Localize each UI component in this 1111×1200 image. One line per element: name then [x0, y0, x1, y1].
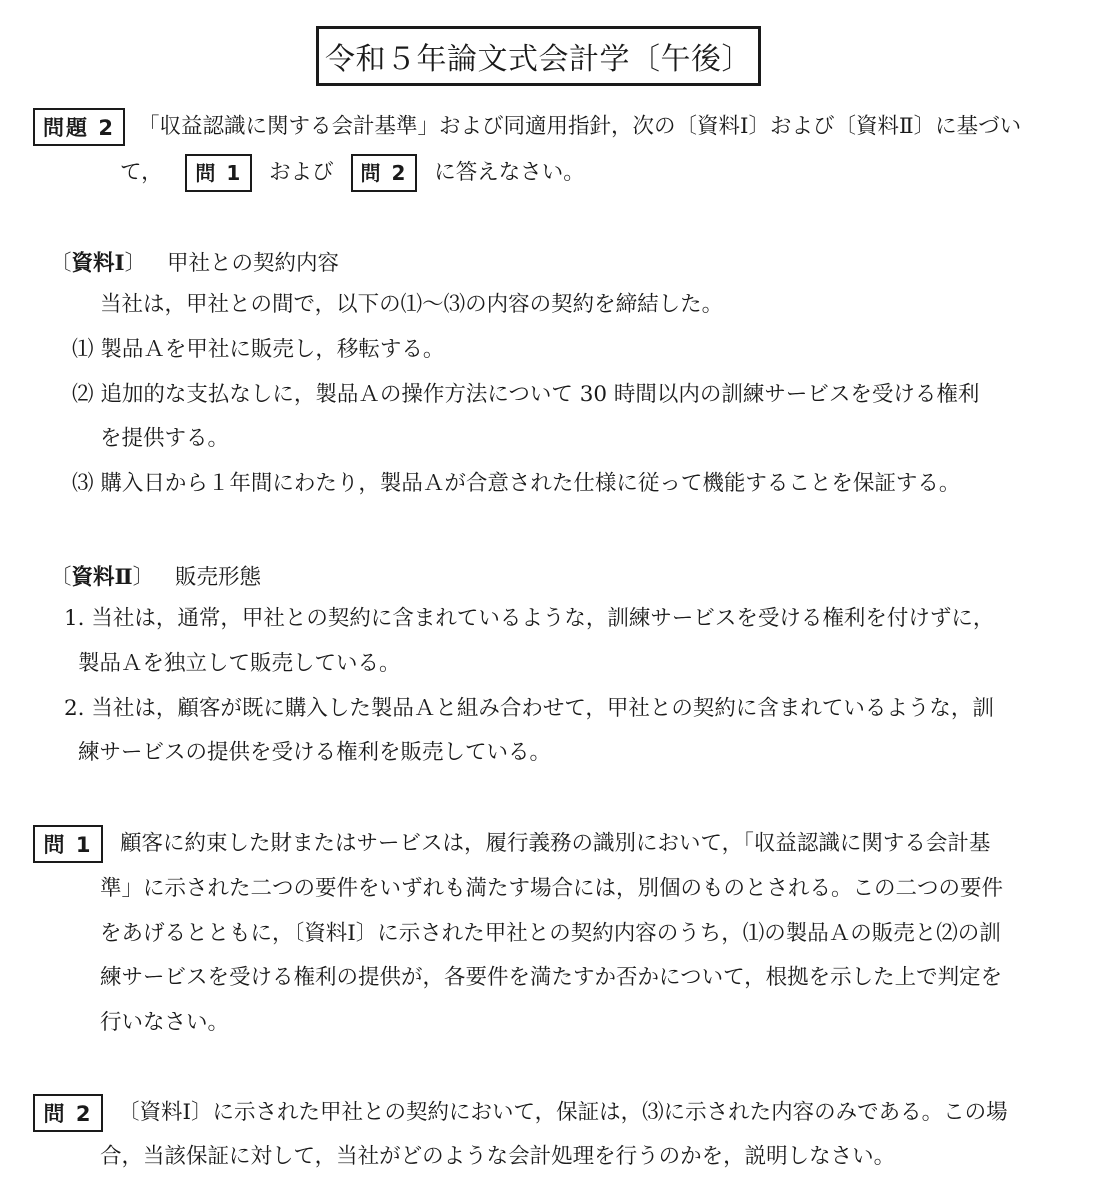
- material-1-item-2-line-1: ⑵ 追加的な支払なしに，製品Ａの操作方法について 30 時間以内の訓練サービスを受ける権利: [72, 382, 980, 407]
- problem-line2-middle: および: [269, 160, 334, 185]
- problem-text-line-2: [120, 154, 585, 192]
- question-1-line-2: 準」に示された二つの要件をいずれも満たす場合には，別個のものとされる。この二つの要件: [100, 876, 1004, 901]
- material-1-item-3: ⑶ 購入日から１年間にわたり，製品Ａが合意された仕様に従って機能することを保証する。: [72, 471, 961, 496]
- material-1-label: 資料Ⅰ: [71, 251, 125, 276]
- material-2-point-1-line-2: 製品Ａを独立して販売している。: [78, 651, 401, 676]
- material-2-point-1-line-1: 1. 当社は，通常，甲社との契約に含まれているような，訓練サービスを受ける権利を付けずに，: [64, 606, 995, 631]
- page-title: 令和５年論文式会計学〔午後〕: [316, 26, 761, 86]
- question-1-line-1: 顧客に約束した財またはサービスは，履行義務の識別において，「収益認識に関する会計基: [120, 831, 991, 856]
- question-1-label-box: 問 1: [33, 825, 103, 863]
- question-2-label-box: 問 2: [33, 1094, 103, 1132]
- material-1-bracket-close: 〕: [124, 251, 147, 276]
- material-1-title: 甲社との契約内容: [166, 251, 339, 276]
- question-2-line-1: 〔資料Ⅰ〕に示された甲社との契約において，保証は，⑶に示された内容のみである。この場: [118, 1100, 1008, 1125]
- material-1-intro: 当社は，甲社との間で，以下の⑴～⑶の内容の契約を締結した。: [100, 292, 724, 317]
- material-2-point-2-line-1: 2. 当社は，顧客が既に購入した製品Ａと組み合わせて，甲社との契約に含まれているような，訓: [64, 696, 994, 721]
- problem-text-line-1: 「収益認識に関する会計基準」および同適用指針，次の〔資料Ⅰ〕および〔資料Ⅱ〕に基づい: [138, 114, 1022, 139]
- material-2-point-2-line-2: 練サービスの提供を受ける権利を販売している。: [78, 740, 552, 765]
- material-1-bracket-open: 〔: [50, 251, 72, 276]
- material-2-heading: [50, 560, 261, 591]
- material-1-heading: [50, 246, 339, 277]
- problem-label-box: 問題 2: [33, 108, 125, 146]
- problem-line2-prefix: て，: [120, 160, 163, 185]
- material-2-label: 資料Ⅱ: [71, 565, 133, 590]
- question-1-line-4: 練サービスを受ける権利の提供が，各要件を満たすか否かについて，根拠を示した上で判定を: [100, 965, 1003, 990]
- question-1-line-5: 行いなさい。: [100, 1010, 230, 1035]
- problem-line2-suffix: に答えなさい。: [434, 160, 585, 185]
- material-2-title: 販売形態: [175, 565, 262, 590]
- question-1-line-3: をあげるとともに，〔資料Ⅰ〕に示された甲社との契約内容のうち，⑴の製品Ａの販売と⑵の訓: [100, 921, 1001, 946]
- material-2-bracket-close: 〕: [132, 565, 155, 590]
- material-2-bracket-open: 〔: [50, 565, 72, 590]
- question-2-ref-box: 問 2: [351, 154, 418, 192]
- material-1-item-1: ⑴ 製品Ａを甲社に販売し，移転する。: [72, 337, 445, 362]
- question-2-line-2: 合，当該保証に対して，当社がどのような会計処理を行うのかを，説明しなさい。: [100, 1144, 896, 1169]
- material-1-item-2-line-2: を提供する。: [100, 426, 230, 451]
- question-1-ref-box: 問 1: [185, 154, 252, 192]
